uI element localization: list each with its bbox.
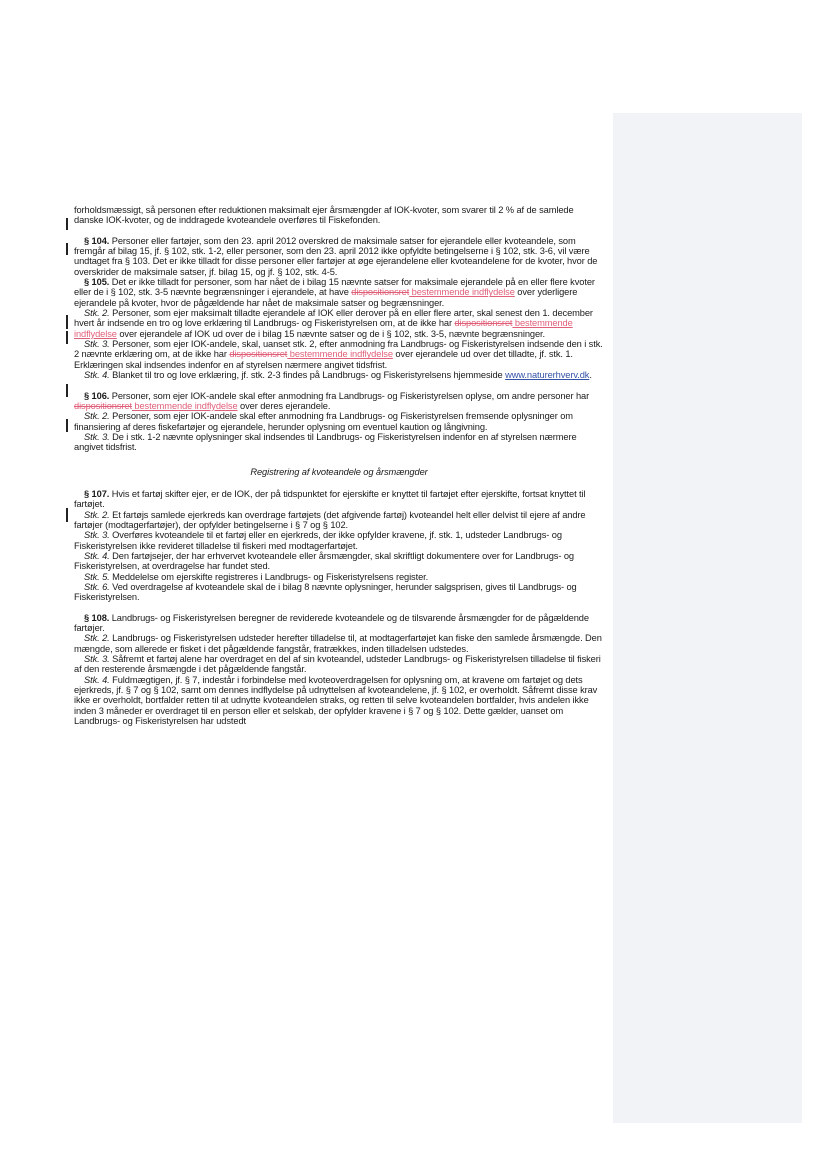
stk-label: Stk. 3. xyxy=(84,530,110,541)
section-text: over deres ejerandele. xyxy=(237,400,331,411)
section-107-stk-6 xyxy=(74,582,604,603)
stk-label: Stk. 4. xyxy=(84,550,110,561)
change-bar xyxy=(66,218,68,230)
stk-label: Stk. 3. xyxy=(84,339,110,350)
section-104 xyxy=(74,236,604,277)
stk-text: Et fartøjs samlede ejerkreds kan overdrage fartøjets (det afgivende fartøj) kvoteandel helt eller delvist til ejere af andre fartøjer (modtagerfartøjer), der opfylder betingelserne i § 7 og § 102. xyxy=(74,509,586,530)
stk-text: Ved overdragelse af kvoteandele skal de i bilag 8 nævnte oplysninger, herunder salgsprisen, gives til Landbrugs- og Fiskeristyrelsen. xyxy=(74,582,577,603)
document-body xyxy=(74,205,604,726)
change-bar xyxy=(66,384,68,397)
comment-sidebar xyxy=(613,113,802,1123)
inserted-text: bestemmende indflydelse xyxy=(409,287,515,298)
section-number: § 107. xyxy=(84,488,110,499)
section-107-stk-4 xyxy=(74,551,604,572)
stk-text: Blanket til tro og love erklæring, jf. stk. 2-3 findes på Landbrugs- og Fiskeristyrelsens hjemmeside xyxy=(109,370,506,381)
paragraph-continuation: forholdsmæssigt, så personen efter reduktionen maksimalt ejer årsmængder af IOK-kvoter, som svarer til 2 % af de samlede danske IOK-kvoter, og de inddragede kvoteandele overføres til Fiskefonden. xyxy=(74,205,574,226)
stk-text: over ejerandele af IOK ud over de i bilag 15 nævnte satser og de i § 102, stk. 3-5, nævnte begrænsninger. xyxy=(116,328,546,339)
change-bar xyxy=(66,331,68,344)
stk-text: De i stk. 1-2 nævnte oplysninger skal indsendes til Landbrugs- og Fiskeristyrelsen indenfor en af styrelsen nærmere angivet tidsfrist. xyxy=(74,431,577,453)
stk-label: Stk. 4. xyxy=(84,674,110,685)
deleted-text: dispositionsret xyxy=(454,318,513,329)
change-bar xyxy=(66,243,68,255)
stk-label: Stk. 6. xyxy=(84,582,110,592)
section-105 xyxy=(74,277,604,308)
deleted-text: dispositionsret xyxy=(74,400,132,411)
inserted-text: bestemmende indflydelse xyxy=(131,400,238,411)
section-text: over yderligere ejerandele på kvoter, hvor de pågældende har nået de maksimale satser og begrænsninger. xyxy=(74,287,578,308)
stk-label: Stk. 2. xyxy=(84,411,110,422)
stk-text: Personer, som ejer IOK-andele, skal, uanset stk. 2, efter anmodning fra Landbrugs- og Fiskeristyrelsen indsende den i stk. 2 nævnte erklæring om, at de ikke har xyxy=(74,339,603,360)
deleted-text: dispositionsret xyxy=(229,349,288,360)
stk-text: Meddelelse om ejerskifte registreres i Landbrugs- og Fiskeristyrelsens register. xyxy=(109,571,429,582)
section-text: Landbrugs- og Fiskeristyrelsen beregner de reviderede kvoteandele og de tilsvarende årsmængder for de pågældende fartøjer. xyxy=(74,612,589,634)
stk-text: Overføres kvoteandele til et fartøj eller en ejerkreds, der ikke opfylder kravene, jf. stk. 1, udsteder Landbrugs- og Fiskeristyrelsen ikke revideret tilladelse til fiskeri med modtagerfartøjet. xyxy=(74,530,562,551)
section-number: § 104. xyxy=(84,235,110,246)
section-107-stk-3 xyxy=(74,530,604,551)
section-108-stk-2 xyxy=(74,633,604,654)
section-106-stk-3 xyxy=(74,432,604,453)
section-text: Det er ikke tilladt for personer, som har nået de i bilag 15 nævnte satser for maksimale ejerandele på en eller flere kvoter eller de i § 102, stk. 3-5 nævnte begrænsninger i ejerandele, at have xyxy=(74,277,595,298)
section-108-stk-4 xyxy=(74,675,604,727)
stk-label: Stk. 2. xyxy=(84,633,110,644)
section-105-stk-3 xyxy=(74,339,604,370)
stk-text: Personer, som ejer IOK-andele skal efter anmodning fra Landbrugs- og Fiskeristyrelsen fremsende oplysninger om finansiering af deres fiskefartøjer og ejerandele, herunder oplysning om eventuel kaution og långivning. xyxy=(74,411,573,432)
stk-label: Stk. 2. xyxy=(84,509,110,520)
stk-label: Stk. 4. xyxy=(84,370,110,381)
section-107-stk-5 xyxy=(74,572,604,582)
stk-label: Stk. 3. xyxy=(84,654,110,665)
stk-text: over ejerandele ud over det tilladte, jf. stk. 1. Erklæringen skal indsendes indenfor en af styrelsen nærmere angivet tidsfrist. xyxy=(74,349,573,370)
change-bar xyxy=(66,419,68,432)
section-105-stk-2 xyxy=(74,308,604,339)
section-105-stk-4 xyxy=(74,370,604,380)
section-number: § 108. xyxy=(84,612,110,623)
stk-label: Stk. 5. xyxy=(84,571,110,582)
stk-text: Den fartøjsejer, der har erhvervet kvoteandele eller årsmængder, skal skriftligt dokumentere over for Landbrugs- og Fiskeristyrelsen, at overdragelse har fundet sted. xyxy=(74,550,574,572)
section-106-stk-2 xyxy=(74,411,604,432)
change-bar xyxy=(66,508,68,522)
website-link[interactable]: www.naturerhverv.dk xyxy=(505,370,590,381)
subheading-registrering: Registrering af kvoteandele og årsmængder xyxy=(250,466,428,477)
stk-text: Såfremt et fartøj alene har overdraget en del af sin kvoteandel, udsteder Landbrugs- og Fiskeristyrelsen tilladelse til fiskeri af den resterende årsmængde i det pågældende fangstår. xyxy=(74,654,601,675)
section-108-stk-3 xyxy=(74,654,604,675)
section-108 xyxy=(74,613,604,634)
change-bar xyxy=(66,315,68,329)
stk-text: Landbrugs- og Fiskeristyrelsen udsteder herefter tilladelse til, at modtagerfartøjet kan fiske den samlede årsmængde. Den mængde, som allerede er fisket i det pågældende fangstår, fratrækkes, inden tilladelsen udstedes. xyxy=(74,633,602,654)
section-text: Hvis et fartøj skifter ejer, er de IOK, der på tidspunktet for ejerskifte er knyttet til fartøjet efter ejerskifte, fortsat knyttet til fartøjet. xyxy=(74,488,586,510)
section-number: § 105. xyxy=(84,277,110,288)
stk-text: Personer, som ejer maksimalt tilladte ejerandele af IOK eller derover på en eller flere arter, skal senest den 1. december hvert år indsende en tro og love erklæring til Landbrugs- og Fiskeristyrelsen om, at de ikke har xyxy=(74,308,593,329)
stk-label: Stk. 3. xyxy=(84,431,110,442)
stk-text: Fuldmægtigen, jf. § 7, indestår i forbindelse med kvoteoverdragelsen for oplysning om, at kravene om fartøjet og dets ejerkreds, jf. § 7 og § 102, samt om dennes indflydelse på udnyttelsen af kvoteandelene, jf. § 102, er overholdt. Såfremt disse krav ikke er overholdt, bortfalder retten til at udnytte kvoteandelen straks, og retten til selve kvoteandelen bortfalder, hvis andelen ikke inden 3 måneder er overdraget til en person eller et selskab, der opfylder kravene i § 7 og § 102. Dette gælder, uanset om Landbrugs- og Fiskeristyrelsen har udstedt xyxy=(74,674,598,727)
section-107-stk-2 xyxy=(74,510,604,531)
section-107 xyxy=(74,489,604,510)
section-text: Personer eller fartøjer, som den 23. april 2012 overskred de maksimale satser for ejerandele eller kvoteandele, som fremgår af bilag 15, jf. § 102, stk. 1-2, eller personer, som den 23. april 2012 ikke opfyldte betingelserne i § 102, stk. 3-6, vil være undtaget fra § 103. Det er ikke tilladt for disse personer eller fartøjer at øge ejerandelene eller kvoteandelene for de kvoter, hvor de overskrider de maksimale satser, jf. bilag 15, og jf. § 102, stk. 4-5. xyxy=(74,235,598,277)
section-number: § 106. xyxy=(84,390,110,401)
section-text: Personer, som ejer IOK-andele skal efter anmodning fra Landbrugs- og Fiskeristyrelsen oplyse, om andre personer har xyxy=(109,390,590,401)
inserted-text: bestemmende indflydelse xyxy=(287,349,393,360)
inserted-text: bestemmende indflydelse xyxy=(74,318,573,339)
deleted-text: dispositionsret xyxy=(351,287,410,298)
stk-label: Stk. 2. xyxy=(84,308,110,319)
stk-text: . xyxy=(589,370,592,381)
section-106 xyxy=(74,391,604,412)
